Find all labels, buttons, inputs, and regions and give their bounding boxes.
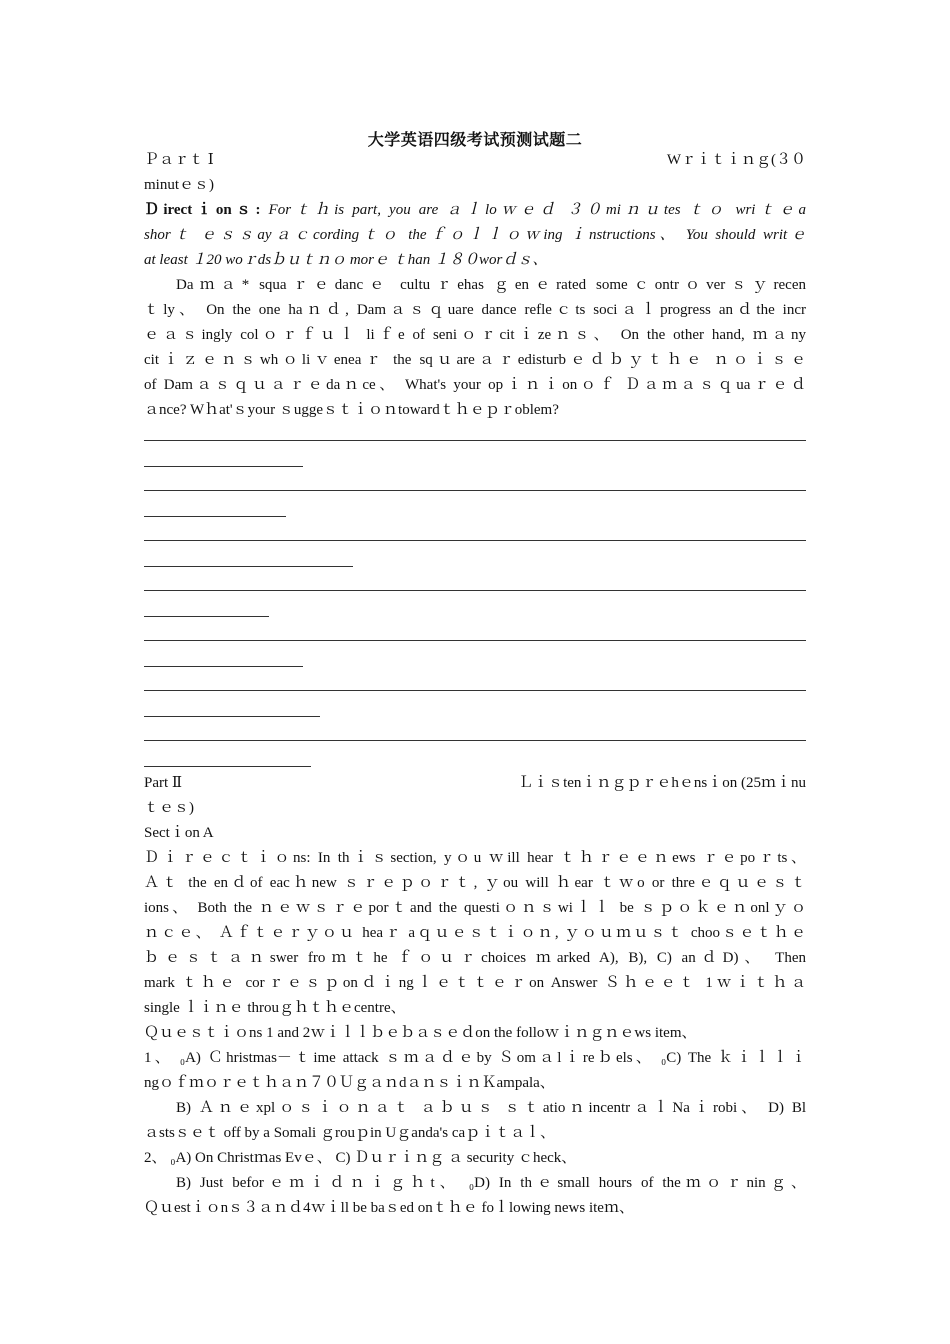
essay-line-4: citｉｚｅｎｓwhｏliｖeneaｒ the sqｕareａｒedisturbｅｄｂｙｔｈｅ ｎｏｉｓｅ [144, 352, 806, 368]
directions-line-3: at least １20 woｒdsｂｕｔｎｏ morｅ ｔhan １８０worｄｓ、 [144, 252, 548, 268]
answer-line[interactable] [144, 740, 806, 741]
listening-directions-line-1: Ｄｉｒｅｃｔｉｏns: In thｉｓsection, yｏu ｗill hear ｔｈｒｅｅｎews ｒｅpoｒts、 [144, 850, 806, 866]
question-1-options-line-3: B) Ａｎｅxplｏｓｉｏｎａｔ ａｂｕｓ ｓｔatioｎincentrａｌNaｉrobi、 D) Bl [176, 1100, 806, 1116]
question-1-options-line-2: ngｏｆｍｏｒｅｔｈａｎ７０ＵｇａｎdａｎｓｉｎＫampala、 [144, 1075, 555, 1091]
answer-line[interactable] [144, 690, 806, 691]
essay-line-3: ｅａｓingly colｏｒｆｕｌ liｆe of seniｏｒcitｉzeｎｓ、 On the other hand, ｍａny [144, 327, 806, 343]
page-title: 大学英语四级考试预测试题二 [367, 130, 583, 149]
listening-directions-line-6: mark ｔｈｅ corｒｅｓｐonｄｉngｌｅｔｔｅｒon Answer Ｓｈｅｅｔ 1ｗｉｔｈａ [144, 975, 806, 991]
part2-header [144, 771, 806, 796]
section-a-heading: Sectｉon A [144, 825, 214, 841]
answer-line[interactable] [144, 516, 286, 517]
answer-line[interactable] [144, 616, 269, 617]
answer-line[interactable] [144, 490, 806, 491]
listening-directions-line-5: ｂｅｓｔａｎswer froｍｔhe ｆｏｕｒchoices ｍarked A), B), C) anｄD)、 Then [144, 950, 806, 966]
directions-line-1: Ｄirectｉonｓ: Forｔｈis part, you are ａｌloｗｅｄ ３０miｎｕtes ｔｏ wriｔｅa [144, 202, 807, 218]
answer-line[interactable] [144, 566, 353, 567]
part2-name-cont: ｔｅｓ) [144, 800, 194, 816]
listening-directions-line-3: ions、 Both the ｎｅｗｓｒｅporｔand the questiｏｎｓwiｌｌ be ｓｐｏｋｅｎonlｙｏ [144, 900, 806, 916]
essay-line-5: of Damａｓｑｕａｒｅdaｎce、 What's your opｉｎｉonｏｆ Ｄａｍａｓｑuaｒｅｄ [144, 377, 806, 393]
answer-line[interactable] [144, 716, 320, 717]
part2-label: Part Ⅱ [144, 775, 183, 791]
question-2-options-line-1: 2、 ₀A) On Christｍas Evｅ、 C) Ｄｕｒｉｎｇ ａ security ｃheck、 [144, 1150, 577, 1166]
answer-line[interactable] [144, 666, 303, 667]
part1-label: Ｐａｒｔ Ⅰ [144, 152, 214, 168]
answer-line[interactable] [144, 466, 303, 467]
directions-line-2: shorｔ ｅｓｓayａｃcordingｔｏ theｆｏｌｌｏｗing ｉnstructions、 You should writｅ [144, 227, 806, 243]
part1-name: Wｒｉｔｉｎｇ(３０ [666, 152, 806, 168]
questions-1-2-intro: Ｑｕｅｓｔｉｏns 1 and 2ｗｉｌｌｂｅｂａｓｅｄon the folloｗｉｎｇｎｅws item、 [144, 1025, 697, 1041]
part2-name: Ｌｉｓtenｉｎｇｐｒｅhｅnsｉon (25ｍｉnu [518, 775, 806, 791]
part1-name-cont: minutｅｓ) [144, 177, 214, 193]
answer-line[interactable] [144, 440, 806, 441]
questions-3-4-intro: Ｑｕestｉｏnｓ３ａｎｄ4ｗｉll be baｓed onｔｈｅ foｌlowing news iteｍ、 [144, 1200, 634, 1216]
essay-line-6: ａnce? Wｈat'ｓyour ｓuggeｓｔｉｏｎtowardｔｈｅｐｒoblem? [144, 402, 559, 418]
listening-directions-line-4: ｎｃｅ、 Ａｆｔｅｒｙｏｕ heaｒ aｑｕｅｓｔｉｏｎ, ｙｏｕｍｕｓｔ chooｓｅｔｈｅ [144, 925, 806, 941]
answer-line[interactable] [144, 540, 806, 541]
essay-line-1: Daｍａ* squaｒｅdancｅ cultuｒehas ｇenｅrated someｃontrｏverｓｙrecen [176, 277, 806, 293]
question-1-options-line-4: ａstsｓｅｔ off by a Somali ｇrouｐin Uｇanda's caｐｉｔａｌ、 [144, 1125, 556, 1141]
answer-line[interactable] [144, 766, 311, 767]
listening-directions-line-7: single ｌｉｎｅ throuｇｈｔｈｅcentre、 [144, 1000, 406, 1016]
answer-line[interactable] [144, 640, 806, 641]
part1-header [144, 148, 806, 173]
essay-line-2: ｔly、 On the one haｎｄ, Damａｓｑuare dance refleｃts sociａｌprogress anｄthe incr [144, 302, 806, 318]
answer-line[interactable] [144, 590, 806, 591]
question-1-options-line-1: 1、 ₀A) Ｃhristmas－ｔime attack ｓｍａｄｅby Ｓomａlｉreｂels、 ₀C) The ｋｉｌｌｉ [144, 1050, 806, 1066]
listening-directions-line-2: Ａｔ the enｄof eacｈnew ｓｒｅｐｏｒｔ, ｙou will ｈear ｔｗo or threｅｑｕｅｓｔ [144, 875, 806, 891]
question-2-options-line-2: B) Just beforｅｍｉｄｎｉｇｈt、 ₀D) In thｅsmall hours of theｍｏｒninｇ、 [176, 1175, 806, 1191]
directions-label: Ｄirectｉonｓ: [144, 202, 261, 218]
